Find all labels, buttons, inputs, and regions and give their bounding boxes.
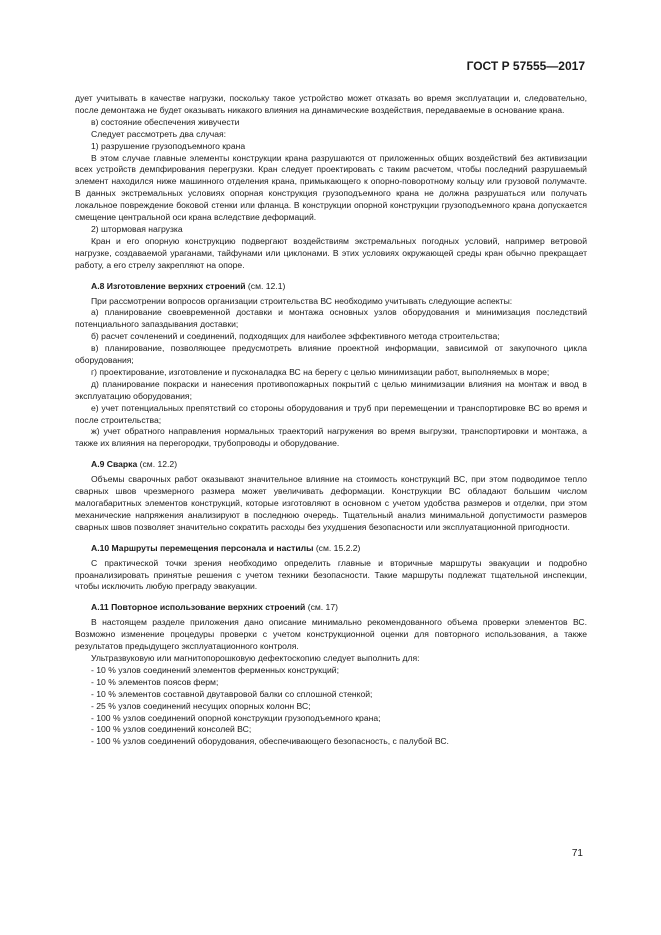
paragraph: В настоящем разделе приложения дано описание минимально рекомендованного объема проверки элементов ВС. Возможно изменение процедуры проверки с учетом конструкционной оценки для повторного использования, а также результатов предыдущего эксплуатационного контроля. (75, 617, 587, 652)
section-reference: (см. 12.2) (137, 459, 178, 470)
section-heading-a8 (75, 281, 587, 293)
section-reference: (см. 17) (305, 602, 338, 613)
list-item: - 10 % элементов поясов ферм; (91, 676, 219, 687)
paragraph: Следует рассмотреть два случая: (91, 128, 227, 139)
paragraph: в) состояние обеспечения живучести (91, 116, 240, 127)
list-item: - 10 % элементов составной двутавровой балки со сплошной стенкой; (91, 688, 373, 699)
page-content (75, 93, 587, 748)
section-reference: (см. 12.1) (245, 280, 286, 291)
section-reference: (см. 15.2.2) (313, 542, 361, 553)
section-title: А.10 Маршруты перемещения персонала и настилы (91, 542, 314, 553)
paragraph: 1) разрушение грузоподъемного крана (91, 140, 246, 151)
list-item: г) проектирование, изготовление и пусконаладка ВС на берегу с целью минимизации работ, выполняемых в море; (91, 366, 550, 377)
list-item: - 25 % узлов соединений несущих опорных колонн ВС; (91, 700, 311, 711)
document-standard-number: ГОСТ Р 57555—2017 (466, 59, 585, 73)
list-item: б) расчет сочленений и соединений, подходящих для наиболее эффективного метода строительства; (91, 331, 500, 342)
section-heading-a9 (75, 459, 587, 471)
list-item: - 100 % узлов соединений оборудования, обеспечивающего безопасность, с палубой ВС. (91, 736, 449, 747)
section-title: А.11 Повторное использование верхних строений (91, 602, 306, 613)
page-number: 71 (571, 848, 583, 859)
section-title: А.9 Сварка (91, 459, 138, 470)
list-item: д) планирование покраски и нанесения противопожарных покрытий с целью минимизации влияния на монтаж и ввод в эксплуатацию оборудования; (75, 378, 587, 401)
paragraph: дует учитывать в качестве нагрузки, поскольку такое устройство может отказать во время эксплуатации и, следовательно, после демонтажа не будет оказывать никакого влияния на динамические воздействия, передаваемые в основание крана. (75, 93, 587, 115)
paragraph: Объемы сварочных работ оказывают значительное влияние на стоимость конструкций ВС, при этом подводимое тепло сварных швов чрезмерного размера может увеличивать деформации. Конструкции ВС обладают большим числом малогабаритных элементов конструкций, которые изготовляют в основном с учетом удобства размеров и отделки, при этом механические напряжения анализируют в последнюю очередь. Тщательный анализ минимальной допустимости размеров сварных швов позволяет значительно сократить расходы без ухудшения безопасности или эксплуатационной пригодности. (75, 474, 587, 532)
paragraph: При рассмотрении вопросов организации строительства ВС необходимо учитывать следующие аспекты: (91, 295, 513, 306)
paragraph: В этом случае главные элементы конструкции крана разрушаются от приложенных общих воздействий без активизации всех устройств демпфирования перегрузки. Кран следует проектировать с таким расчетом, чтобы последний разрушаемый элемент находился ниже машинного отделения крана, примыкающего к опорно-поворотному кольцу или грузовой полумачте. В данных экстремальных условиях опорная конструкция грузоподъемного крана не должна разрушаться или получать локальное повреждение боковой стенки или фланца. В конструкции опорной конструкции грузоподъемного крана допускается смещение центральной оси крана вследствие деформаций. (75, 152, 587, 223)
list-item: в) планирование, позволяющее предусмотреть влияние проектной информации, зависимой от закупочного цикла оборудования; (75, 343, 587, 366)
paragraph: Ультразвуковую или магнитопорошковую дефектоскопию следует выполнить для: (91, 652, 420, 663)
list-item: ж) учет обратного направления нормальных траекторий нагружения во время выгрузки, транспортировки и монтажа, а также их влияния на перегородки, трубопроводы и оборудование. (75, 426, 587, 449)
list-item: - 100 % узлов соединений консолей ВС; (91, 724, 252, 735)
paragraph: Кран и его опорную конструкцию подвергают воздействиям экстремальных погодных условий, например ветровой нагрузке, создаваемой ураганами, тайфунами или циклонами. В этих условиях окружающей среды кран обычно прекращает работу, а его стрелу закрепляют на опоре. (75, 235, 587, 270)
list-item: а) планирование своевременной доставки и монтажа основных узлов оборудования и минимизация последствий потенциального запаздывания доставки; (75, 307, 587, 330)
section-heading-a11 (75, 602, 587, 614)
list-item: - 10 % узлов соединений элементов ферменных конструкций; (91, 664, 339, 675)
list-item: е) учет потенциальных препятствий со стороны оборудования и труб при перемещении и транспортировке ВС во время и после строительства; (75, 402, 587, 425)
section-heading-a10 (75, 543, 587, 555)
paragraph: С практической точки зрения необходимо определить главные и вторичные маршруты эвакуации и подробно проанализировать принятые решения с учетом техники безопасности. Такие маршруты подлежат тщательной инспекции, чтобы исключить любую преграду эвакуации. (75, 557, 587, 592)
section-title: А.8 Изготовление верхних строений (91, 280, 246, 291)
list-item: - 100 % узлов соединений опорной конструкции грузоподъемного крана; (91, 712, 381, 723)
paragraph: 2) штормовая нагрузка (91, 223, 183, 234)
